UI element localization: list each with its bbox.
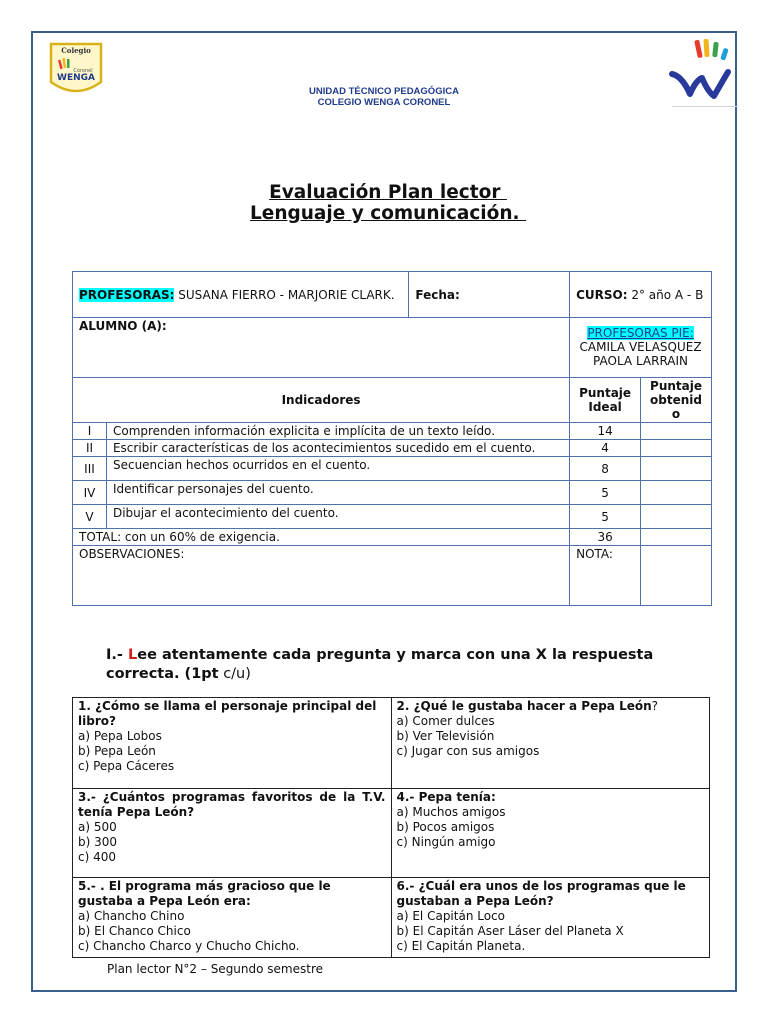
document-title	[150, 182, 626, 224]
observations-row	[73, 546, 712, 606]
red-letter: L	[127, 647, 138, 663]
indicators-header: Indicadores	[73, 378, 570, 423]
answer-option[interactable]: a) Pepa Lobos	[78, 729, 162, 743]
answer-option[interactable]: a) 500	[78, 820, 117, 834]
indicator-row	[73, 423, 712, 440]
logo-text-top: Colegio	[61, 46, 91, 55]
question-cell	[73, 878, 392, 958]
question-text: 2. ¿Qué le gustaba hacer a Pepa León	[396, 699, 652, 713]
teachers-label: PROFESORAS:	[79, 287, 175, 302]
school-header	[200, 86, 568, 108]
answer-option[interactable]: c) 400	[78, 850, 116, 864]
indicator-ideal: 4	[570, 440, 641, 457]
teachers-cell	[73, 272, 409, 318]
answer-option[interactable]: c) Jugar con sus amigos	[396, 744, 540, 758]
question-cell	[73, 698, 392, 789]
indicator-obtained[interactable]	[641, 440, 712, 457]
answer-option[interactable]: b) Pocos amigos	[396, 820, 495, 834]
answer-option[interactable]: a) El Capitán Loco	[396, 909, 505, 923]
answer-option[interactable]: b) Ver Televisión	[396, 729, 495, 743]
answer-option[interactable]: b) 300	[78, 835, 118, 849]
total-obtained[interactable]	[641, 529, 712, 546]
answer-option[interactable]: c) El Capitán Planeta.	[396, 939, 526, 953]
course-cell	[570, 272, 712, 318]
indicator-text: Secuencian hechos ocurridos en el cuento.	[106, 457, 569, 481]
pie-label: PROFESORAS PIE:	[587, 326, 694, 340]
indicator-obtained[interactable]	[641, 423, 712, 440]
answer-option[interactable]: b) Pepa León	[78, 744, 156, 758]
question-cell: 2. ¿Qué le gustaba hacer a Pepa León? a) Comer dulces b) Ver Televisión c) Jugar con sus amigos	[391, 698, 710, 789]
page-footer: Plan lector N°2 – Segundo semestre	[107, 962, 324, 976]
indicator-ideal: 5	[570, 505, 641, 529]
question-text: 6.- ¿Cuál era unos de los programas que le gustaban a Pepa León?	[396, 879, 686, 908]
indicator-row	[73, 505, 712, 529]
grade-cell[interactable]: NOTA:	[570, 546, 641, 606]
question-cell	[391, 878, 710, 958]
indicator-number: V	[73, 505, 107, 529]
question-text: 5.- . El programa más gracioso que le gustaba a Pepa León era:	[78, 879, 331, 908]
school-logo	[45, 38, 107, 100]
logo-text-mid: Coronel	[73, 68, 93, 74]
answer-option[interactable]: b) El Capitán Aser Láser del Planeta X	[396, 924, 624, 938]
wenga-logo	[664, 36, 738, 108]
total-value: 36	[570, 529, 641, 546]
answer-option[interactable]: a) Chancho Chino	[78, 909, 185, 923]
answer-option[interactable]: c) Pepa Cáceres	[78, 759, 175, 773]
total-row	[73, 529, 712, 546]
question-text: 1. ¿Cómo se llama el personaje principal del libro?	[78, 699, 377, 728]
title-line-1: Evaluación Plan lector	[269, 182, 507, 203]
pie-name-2: PAOLA LARRAIN	[593, 354, 689, 368]
indicator-obtained[interactable]	[641, 457, 712, 481]
indicator-row	[73, 440, 712, 457]
question-cell	[391, 789, 710, 878]
questions-table	[72, 697, 710, 958]
total-label: TOTAL: con un 60% de exigencia.	[73, 529, 570, 546]
indicator-text: Escribir características de los acontecimientos sucedido em el cuento.	[106, 440, 569, 457]
answer-option[interactable]: a) Comer dulces	[396, 714, 495, 728]
indicator-number: I	[73, 423, 107, 440]
question-text: 4.- Pepa tenía:	[396, 790, 496, 804]
indicator-ideal: 14	[570, 423, 641, 440]
date-cell[interactable]	[409, 272, 570, 318]
indicator-text: Comprenden información explicita e implícita de un texto leído.	[106, 423, 569, 440]
answer-option[interactable]: a) Muchos amigos	[396, 805, 506, 819]
answer-option[interactable]: c) Chancho Charco y Chucho Chicho.	[78, 939, 300, 953]
indicator-obtained[interactable]	[641, 481, 712, 505]
indicator-number: III	[73, 457, 107, 481]
course-value: 2° año A - B	[627, 287, 704, 302]
header-line-2: COLEGIO WENGA CORONEL	[317, 97, 451, 108]
answer-option[interactable]: c) Ningún amigo	[396, 835, 496, 849]
teachers-value: SUSANA FIERRO - MARJORIE CLARK.	[174, 287, 395, 302]
ideal-score-header: Puntaje Ideal	[570, 378, 641, 423]
student-cell[interactable]	[73, 318, 570, 378]
evaluation-table	[72, 271, 712, 606]
header-line-1: UNIDAD TÉCNICO PEDAGÓGICA	[309, 86, 459, 97]
indicator-text: Dibujar el acontecimiento del cuento.	[106, 505, 569, 529]
indicator-text: Identificar personajes del cuento.	[106, 481, 569, 505]
course-label: CURSO:	[576, 287, 628, 302]
indicator-row	[73, 457, 712, 481]
indicator-ideal: 5	[570, 481, 641, 505]
grade-empty-cell[interactable]	[641, 546, 712, 606]
student-label: ALUMNO (A):	[79, 319, 167, 333]
logo-text-name: WENGA	[57, 73, 95, 83]
instructions: I.- Lee atentamente cada pregunta y marca con una X la respuesta correcta. (1pt c/u)	[106, 647, 654, 682]
indicator-ideal: 8	[570, 457, 641, 481]
obtained-score-header: Puntaje obtenido	[641, 378, 712, 423]
indicator-number: II	[73, 440, 107, 457]
pie-name-1: CAMILA VELASQUEZ	[579, 340, 702, 354]
indicator-row	[73, 481, 712, 505]
title-line-2: Lenguaje y comunicación.	[250, 203, 526, 224]
answer-option[interactable]: b) El Chanco Chico	[78, 924, 191, 938]
observations-cell[interactable]: OBSERVACIONES:	[73, 546, 570, 606]
indicator-number: IV	[73, 481, 107, 505]
question-cell	[73, 789, 392, 878]
question-text: 3.- ¿Cuántos programas favoritos de la T.V. tenía Pepa León?	[78, 790, 386, 819]
date-label: Fecha:	[415, 287, 460, 302]
pie-teachers-cell	[570, 318, 712, 378]
indicator-obtained[interactable]	[641, 505, 712, 529]
